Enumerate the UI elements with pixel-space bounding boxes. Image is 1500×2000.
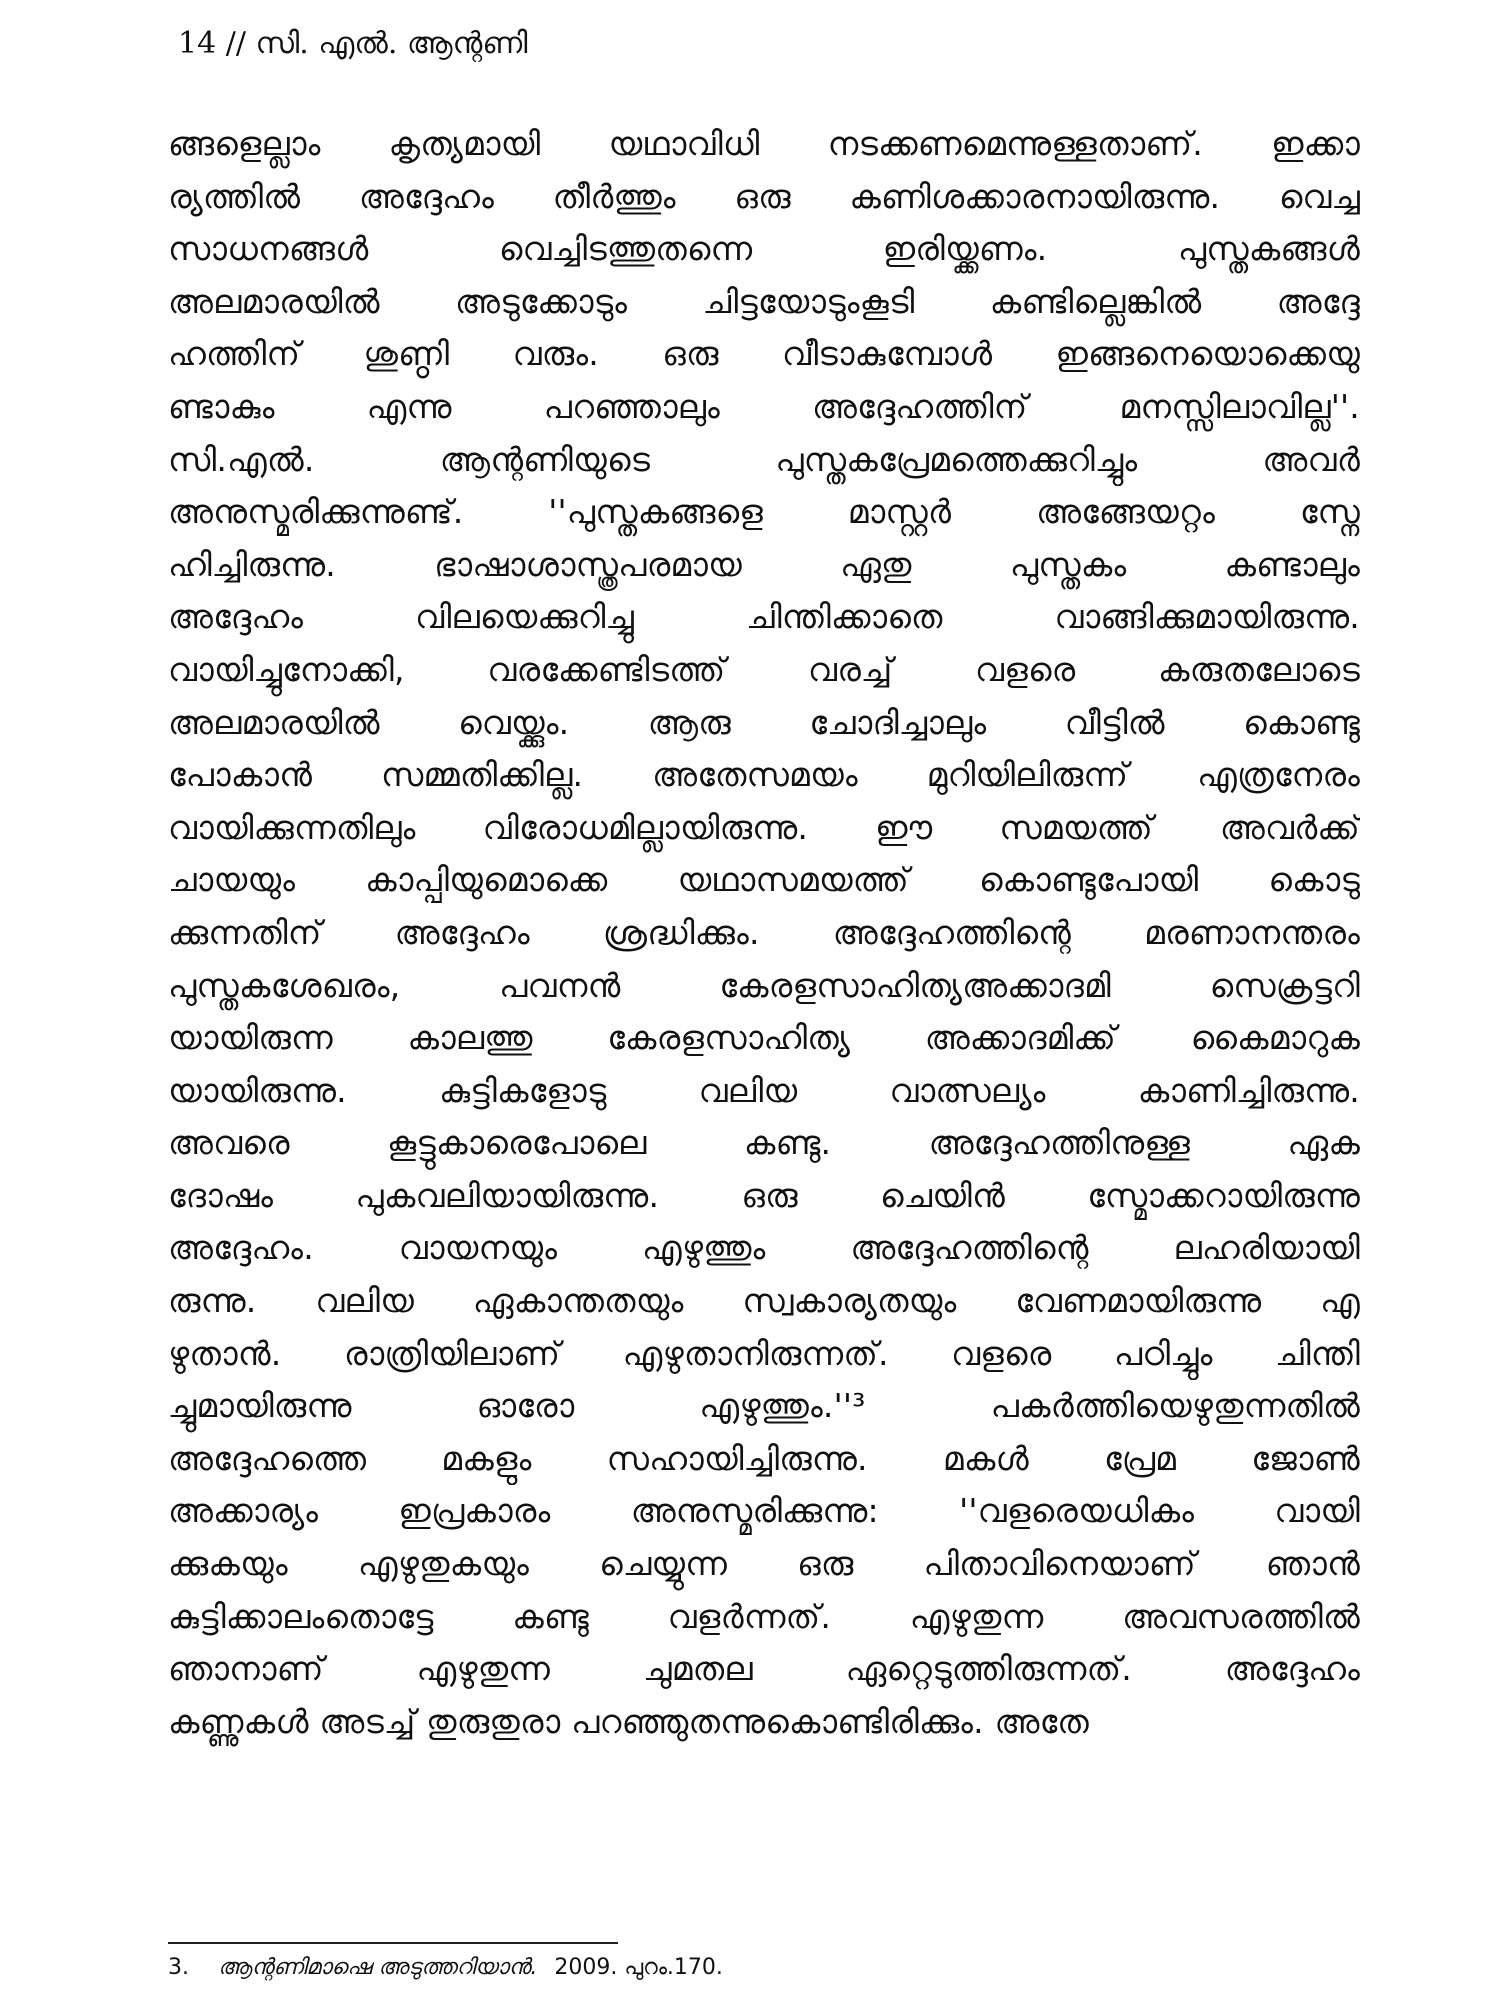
body-line: ചായയും കാപ്പിയുമൊക്കെ യഥാസമയത്ത് കൊണ്ടുപോയി കൊടു [168, 860, 1360, 900]
body-line: അദ്ദേഹം. വായനയും എഴുത്തും അദ്ദേഹത്തിന്റെ ലഹരിയായി [168, 1228, 1360, 1268]
body-line: ണ്ടാകും എന്നു പറഞ്ഞാലും അദ്ദേഹത്തിന് മനസ്സിലാവില്ല''. [168, 386, 1360, 426]
body-line: പോകാൻ സമ്മതിക്കില്ല. അതേസമയം മുറിയിലിരുന്ന് എത്രനേരം [168, 755, 1360, 795]
body-line: ഹിച്ചിരുന്നു. ഭാഷാശാസ്ത്രപരമായ ഏതു പുസ്തകം കണ്ടാലും [168, 544, 1360, 584]
body-line: അദ്ദേഹം വിലയെക്കുറിച്ചു ചിന്തിക്കാതെ വാങ്ങിക്കുമായിരുന്നു. [168, 597, 1360, 637]
body-line: അദ്ദേഹത്തെ മകളും സഹായിച്ചിരുന്നു. മകൾ പ്രേമ ജോൺ [168, 1438, 1360, 1478]
body-line: ഴുതാൻ. രാത്രിയിലാണ് എഴുതാനിരുന്നത്. വളരെ പഠിച്ചും ചിന്തി [168, 1333, 1360, 1373]
body-line: സി.എൽ. ആന്റണിയുടെ പുസ്തകപ്രേമത്തെക്കുറിച്ചും അവർ [168, 439, 1360, 479]
body-line: അലമാരയിൽ വെയ്ക്കും. ആരു ചോദിച്ചാലും വീട്ടിൽ കൊണ്ടു [168, 702, 1360, 742]
footnote-divider [168, 1942, 618, 1944]
body-line: ഹത്തിന് ശുണ്ഠി വരും. ഒരു വീടാകുമ്പോൾ ഇങ്ങനെയൊക്കെയു [168, 334, 1360, 374]
body-line: അനുസ്മരിക്കുന്നുണ്ട്. ''പുസ്തകങ്ങളെ മാസ്റ്റർ അങ്ങേയറ്റം സ്നേ [168, 492, 1360, 532]
body-line: ക്കുകയും എഴുതുകയും ചെയ്യുന്ന ഒരു പിതാവിനെയാണ് ഞാൻ [168, 1544, 1360, 1584]
body-line: ഞാനാണ് എഴുതുന്ന ചുമതല ഏറ്റെടുത്തിരുന്നത്. അദ്ദേഹം [168, 1649, 1360, 1689]
body-line: അക്കാര്യം ഇപ്രകാരം അനുസ്മരിക്കുന്നു: ''വളരെയധികം വായി [168, 1491, 1360, 1531]
body-line: രുന്നു. വലിയ ഏകാന്തതയും സ്വകാര്യതയും വേണമായിരുന്നു എ [168, 1281, 1360, 1321]
body-line: സാധനങ്ങൾ വെച്ചിടത്തുതന്നെ ഇരിയ്ക്കണം. പുസ്തകങ്ങൾ [168, 229, 1360, 269]
body-line: യായിരുന്ന കാലത്തു കേരളസാഹിത്യ അക്കാദമിക്ക് കൈമാറുക [168, 1018, 1360, 1058]
body-line: അവരെ കൂട്ടുകാരെപോലെ കണ്ടു. അദ്ദേഹത്തിനുള്ള ഏക [168, 1123, 1360, 1163]
footnote [168, 1953, 723, 1983]
body-line: കണ്ണുകൾ അടച്ച് തുരുതുരാ പറഞ്ഞുതന്നുകൊണ്ടിരിക്കും. അതേ [168, 1701, 1089, 1741]
running-head: 14 // സി. എൽ. ആന്റണി [178, 26, 528, 61]
footnote-number: 3. [168, 1955, 189, 1980]
body-line: ച്ചുമായിരുന്നു ഓരോ എഴുത്തും.''³ പകർത്തിയെഴുതുന്നതിൽ [168, 1386, 1360, 1426]
body-line: വായിച്ചുനോക്കി, വരക്കേണ്ടിടത്ത് വരച്ച് വളരെ കരുതലോടെ [168, 649, 1360, 689]
body-line: അലമാരയിൽ അടുക്കോടും ചിട്ടയോടുംകൂടി കണ്ടില്ലെങ്കിൽ അദ്ദേ [168, 281, 1360, 321]
body-line: വായിക്കുന്നതിലും വിരോധമില്ലായിരുന്നു. ഈ സമയത്ത് അവർക്ക് [168, 807, 1360, 847]
body-line: ദോഷം പുകവലിയായിരുന്നു. ഒരു ചെയിൻ സ്മോക്കറായിരുന്നു [168, 1175, 1360, 1215]
body-text [168, 118, 1360, 1748]
footnote-details: 2009. പുറം.170. [554, 1955, 723, 1980]
body-line: ക്കുന്നതിന് അദ്ദേഹം ശ്രദ്ധിക്കും. അദ്ദേഹത്തിന്റെ മരണാനന്തരം [168, 912, 1360, 952]
body-line: യായിരുന്നു. കുട്ടികളോടു വലിയ വാത്സല്യം കാണിച്ചിരുന്നു. [168, 1070, 1360, 1110]
body-line: കുട്ടിക്കാലംതൊട്ടേ കണ്ടു വളർന്നത്. എഴുതുന്ന അവസരത്തിൽ [168, 1596, 1360, 1636]
body-line: പുസ്തകശേഖരം, പവനൻ കേരളസാഹിത്യഅക്കാദമി സെക്രട്ടറി [168, 965, 1360, 1005]
body-line: ര്യത്തിൽ അദ്ദേഹം തീർത്തും ഒരു കണിശക്കാരനായിരുന്നു. വെച്ച [168, 176, 1360, 216]
footnote-title: ആന്റണിമാഷെ അടുത്തറിയാൻ. [218, 1955, 538, 1980]
body-line: ങ്ങളെല്ലാം കൃത്യമായി യഥാവിധി നടക്കണമെന്നുള്ളതാണ്. ഇക്കാ [168, 124, 1360, 163]
